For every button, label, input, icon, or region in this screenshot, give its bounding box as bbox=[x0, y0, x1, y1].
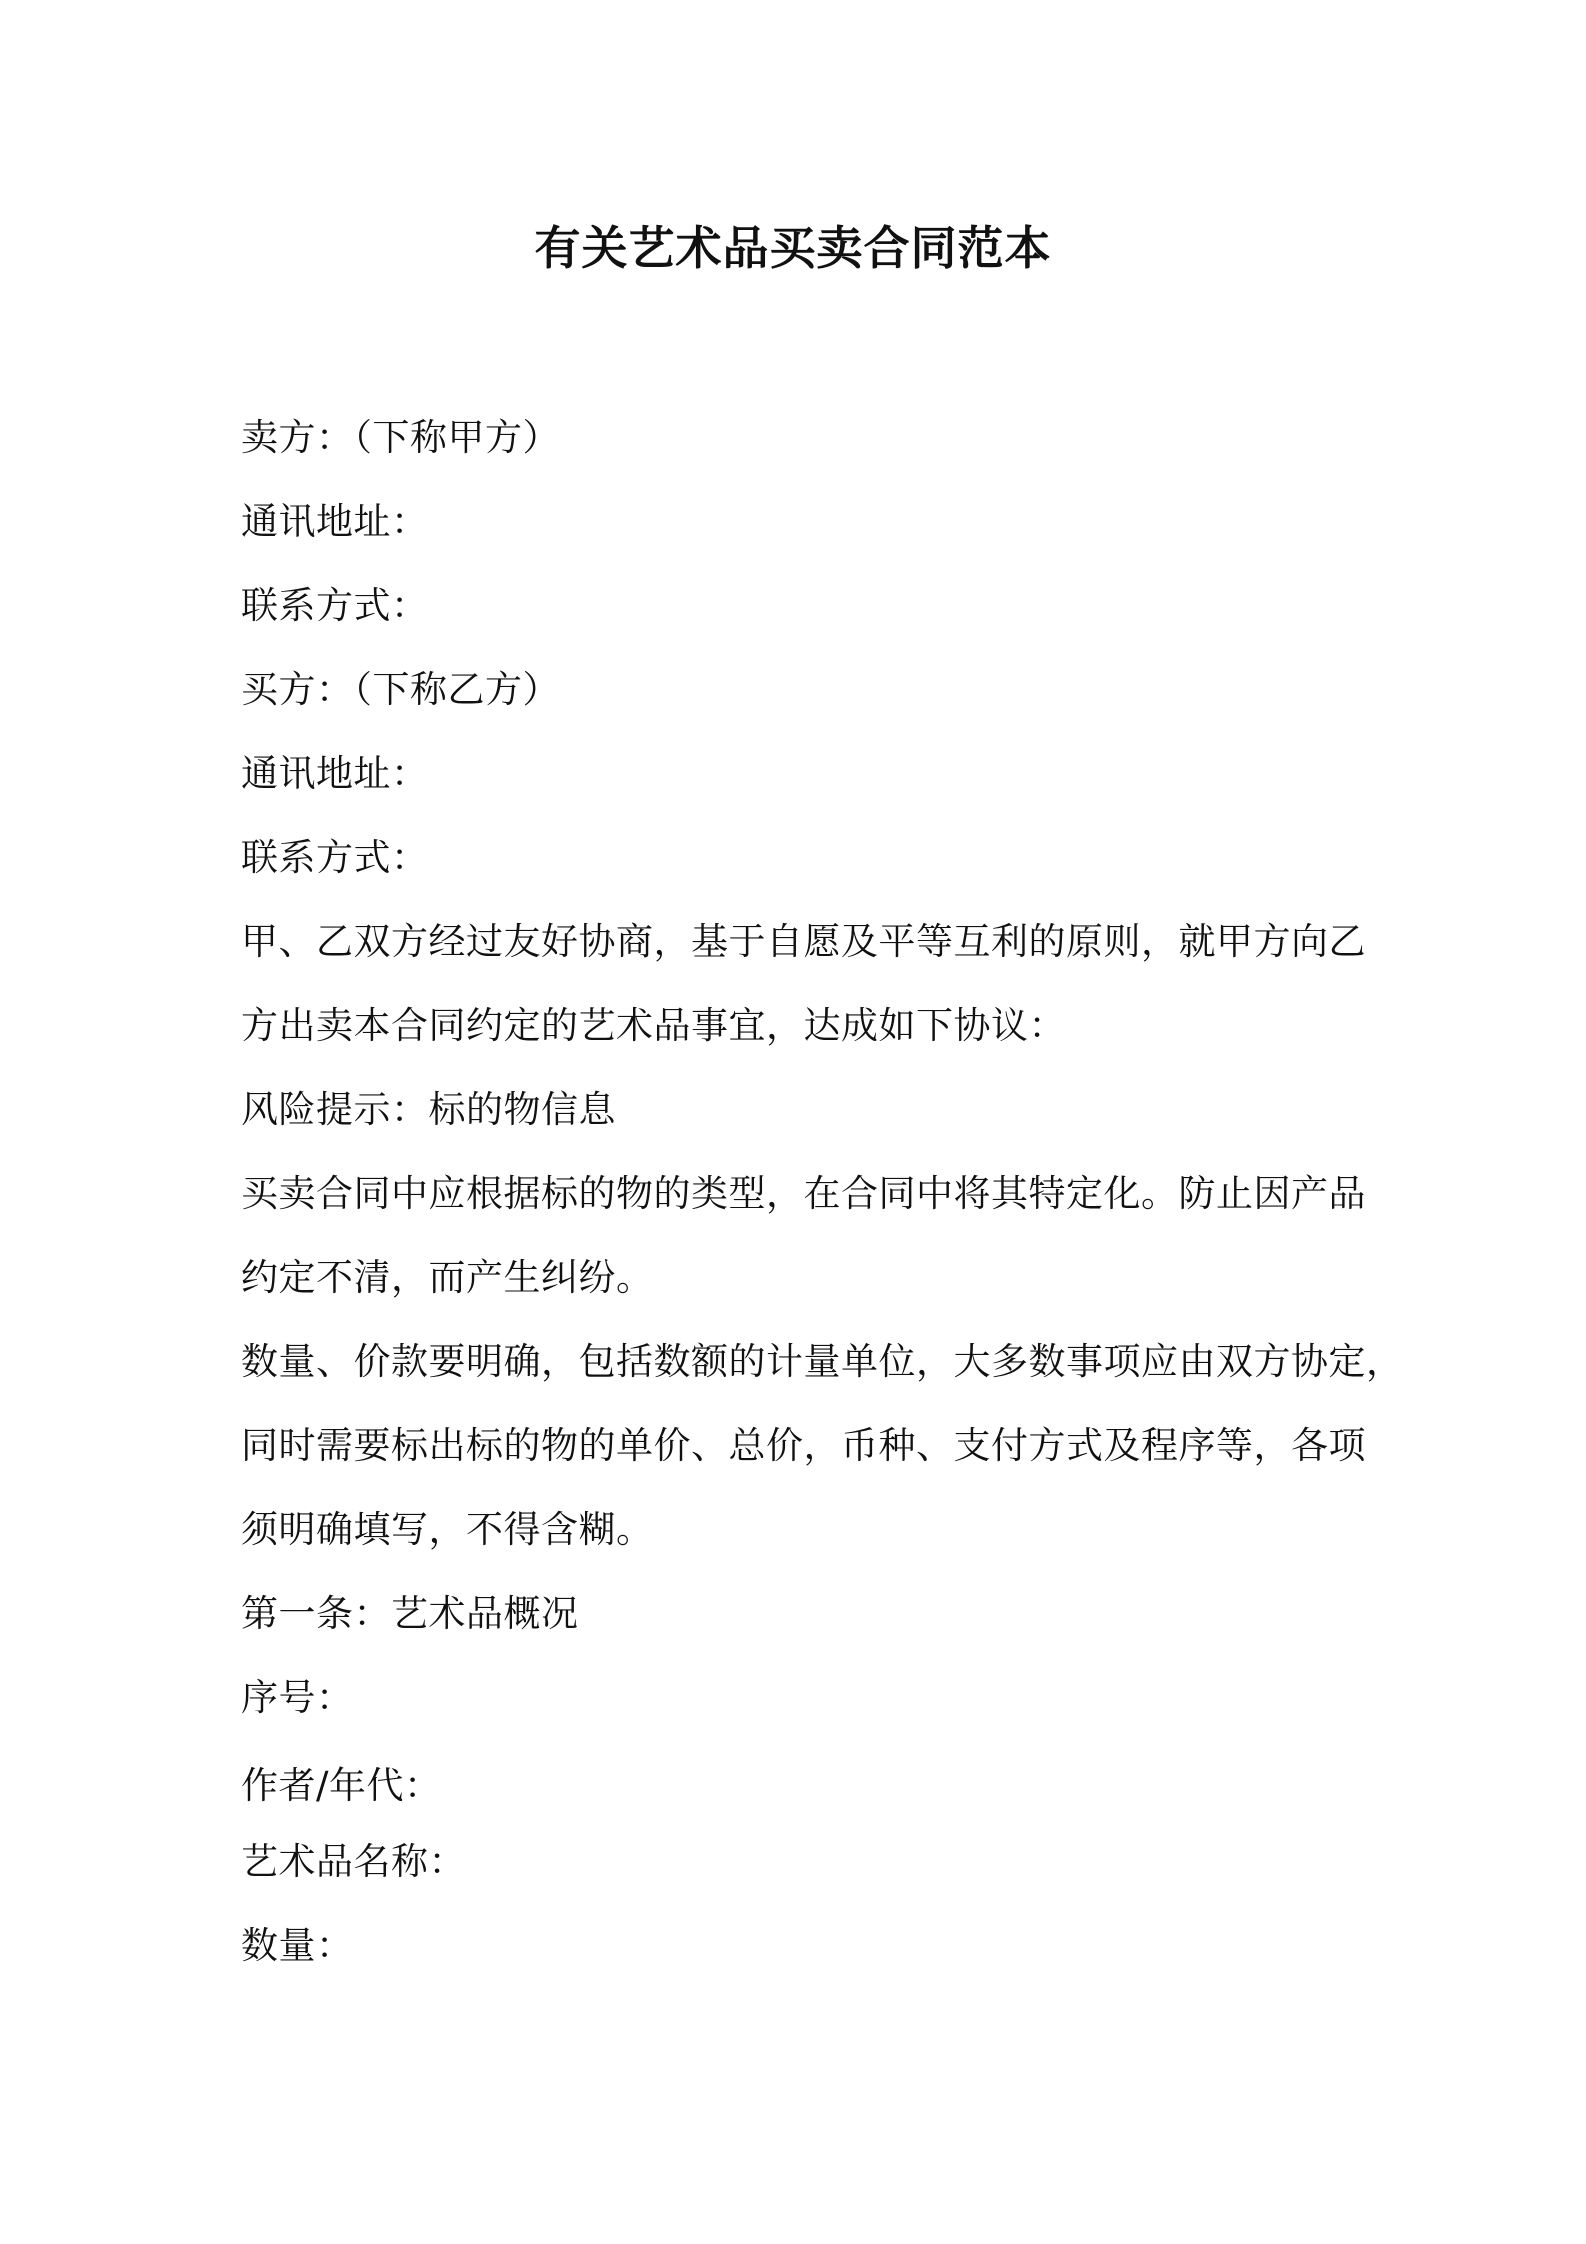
risk-notice-line-1: 买卖合同中应根据标的物的类型，在合同中将其特定化。防止因产品 bbox=[241, 1172, 1366, 1215]
buyer-line: 买方：（下称乙方） bbox=[241, 668, 560, 711]
author-era-field: 作者/年代： bbox=[241, 1764, 442, 1807]
quantity-price-line-2: 同时需要标出标的物的单价、总价，币种、支付方式及程序等，各项 bbox=[241, 1424, 1366, 1467]
seller-address-line: 通讯地址： bbox=[241, 500, 429, 543]
preamble-line-2: 方出卖本合同约定的艺术品事宜，达成如下协议： bbox=[241, 1004, 1066, 1047]
preamble-line-1: 甲、乙双方经过友好协商，基于自愿及平等互利的原则，就甲方向乙 bbox=[241, 920, 1366, 963]
quantity-price-line-1: 数量、价款要明确，包括数额的计量单位，大多数事项应由双方协定， bbox=[241, 1340, 1404, 1383]
seller-contact-line: 联系方式： bbox=[241, 584, 429, 627]
seller-line: 卖方：（下称甲方） bbox=[241, 416, 560, 459]
risk-notice-heading: 风险提示：标的物信息 bbox=[241, 1088, 616, 1131]
article-one-heading: 第一条：艺术品概况 bbox=[241, 1592, 579, 1635]
risk-notice-line-2: 约定不清，而产生纠纷。 bbox=[241, 1256, 654, 1299]
document-title: 有关艺术品买卖合同范本 bbox=[534, 221, 1052, 275]
artwork-name-field: 艺术品名称： bbox=[241, 1840, 466, 1883]
quantity-field: 数量： bbox=[241, 1924, 354, 1967]
serial-number-field: 序号： bbox=[241, 1676, 354, 1719]
buyer-contact-line: 联系方式： bbox=[241, 836, 429, 879]
quantity-price-line-3: 须明确填写，不得含糊。 bbox=[241, 1508, 654, 1551]
buyer-address-line: 通讯地址： bbox=[241, 752, 429, 795]
